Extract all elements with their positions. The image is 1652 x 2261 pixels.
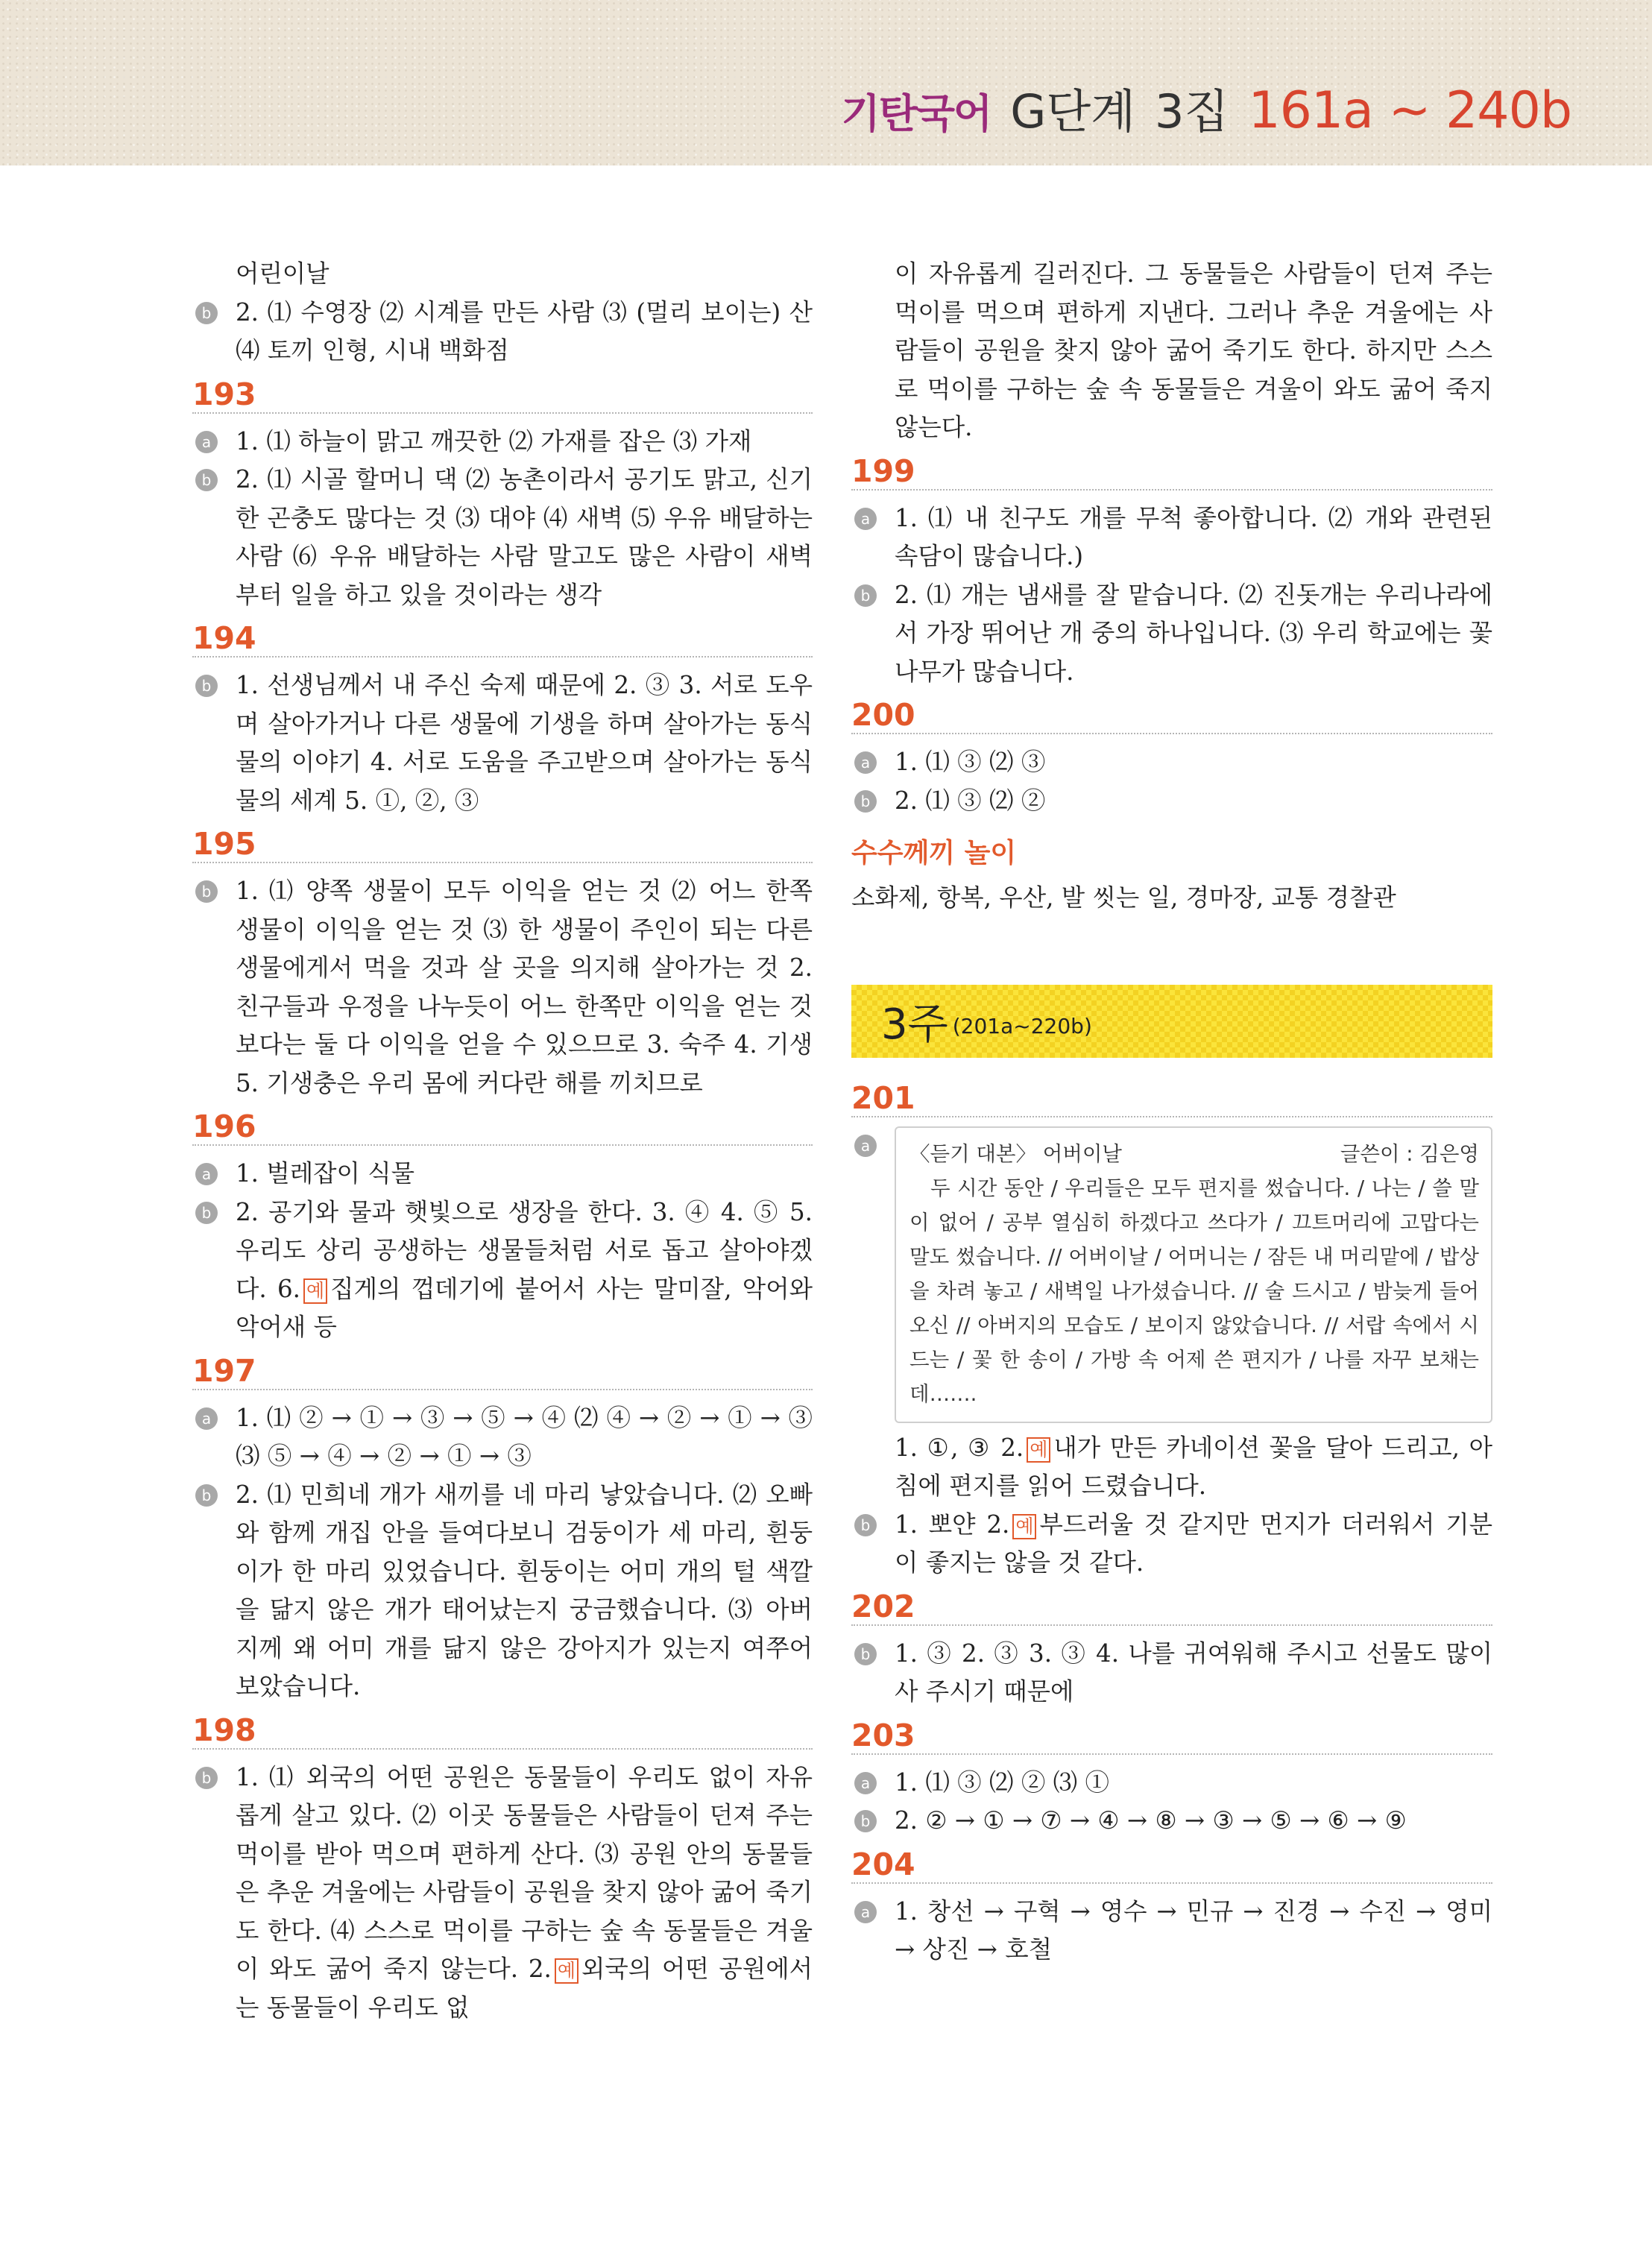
left-column <box>192 255 813 2027</box>
section-number: 203 <box>851 1712 1492 1755</box>
answer-item: a 1. 창선 → 구혁 → 영수 → 민규 → 진경 → 수진 → 영미 → 상진 → 호철 <box>851 1893 1492 1970</box>
b-icon: b <box>195 1767 218 1789</box>
answer-item: a 1. ⑴ ③ ⑵ ③ <box>851 743 1492 782</box>
answer-item: a 1. ⑴ ② → ① → ③ → ⑤ → ④ ⑵ ④ → ② → ① → ③ ⑶ ⑤ → ④ → ② → ① → ③ <box>192 1399 813 1476</box>
example-mark: 예 <box>1012 1514 1036 1539</box>
week-title: 3주 <box>881 1000 948 1049</box>
b-icon: b <box>854 1514 877 1536</box>
a-icon: a <box>195 431 218 453</box>
section-number: 193 <box>192 370 813 414</box>
script-author: 글쓴이 : 김은영 <box>1340 1141 1479 1166</box>
b-icon: b <box>195 880 218 903</box>
answer-item: a 1. ⑴ ③ ⑵ ② ⑶ ① <box>851 1764 1492 1803</box>
page-header <box>0 0 1652 165</box>
example-mark: 예 <box>303 1278 327 1304</box>
level-label: G단계 <box>1010 84 1136 139</box>
a-icon: a <box>195 1163 218 1185</box>
section-number: 201 <box>851 1074 1492 1117</box>
b-icon: b <box>854 1643 877 1665</box>
a-icon: a <box>854 1772 877 1794</box>
answer-item: b 2. 공기와 물과 햇빛으로 생장을 한다. 3. ④ 4. ⑤ 5. 우리도 상리 공생하는 생물들처럼 서로 돕고 살아야겠다. 6. 예 집게의 껍데기에 붙어서 사는 말미잘, 악어와 악어새 등 <box>192 1193 813 1347</box>
example-mark: 예 <box>555 1958 578 1984</box>
continued-text: 어린이날 <box>236 259 330 288</box>
b-icon: b <box>195 675 218 697</box>
script-label: 〈듣기 대본〉 어버이날 <box>909 1141 1123 1166</box>
section-number: 204 <box>851 1841 1492 1884</box>
b-icon: b <box>195 302 218 324</box>
right-column <box>851 255 1492 1970</box>
b-icon: b <box>195 1484 218 1507</box>
page-range: 161a ~ 240b <box>1248 81 1571 140</box>
b-icon: b <box>854 1810 877 1832</box>
answer-item: b 2. ⑴ ③ ⑵ ② <box>851 782 1492 821</box>
section-number: 200 <box>851 691 1492 734</box>
answer-item <box>851 1126 1492 1423</box>
answer-item: b 1. 선생님께서 내 주신 숙제 때문에 2. ③ 3. 서로 도우며 살아가거나 다른 생물에 기생을 하며 살아가는 동식물의 이야기 4. 서로 도움을 주고받으며 살아가는 동식물의 세계 5. ①, ②, ③ <box>192 666 813 820</box>
section-number: 202 <box>851 1583 1492 1626</box>
b-icon: b <box>854 584 877 607</box>
section-number: 199 <box>851 447 1492 491</box>
b-icon: b <box>195 1202 218 1224</box>
a-icon: a <box>854 751 877 774</box>
answer-item: b 2. ⑴ 민희네 개가 새끼를 네 마리 낳았습니다. ⑵ 오빠와 함께 개집 안을 들여다보니 검둥이가 세 마리, 흰둥이가 한 마리 있었습니다. 흰둥이는 어미 개의 털 색깔을 닮지 않은 개가 태어났는지 궁금했습니다. ⑶ 아버지께 왜 어미 개를 닮지 않은 강아지가 있는지 여쭈어 보았습니다. <box>192 1476 813 1706</box>
answer-item: b 1. ③ 2. ③ 3. ③ 4. 나를 귀여워해 주시고 선물도 많이 사 주시기 때문에 <box>851 1635 1492 1712</box>
answer-item: b 2. ⑴ 수영장 ⑵ 시계를 만든 사람 ⑶ (멀리 보이는) 산 ⑷ 토끼 인형, 시내 백화점 <box>192 294 813 370</box>
answer-item: 1. ①, ③ 2. 예 내가 만든 카네이션 꽃을 달아 드리고, 아침에 편지를 읽어 드렸습니다. <box>895 1433 1492 1500</box>
answer-item: b 1. ⑴ 양쪽 생물이 모두 이익을 얻는 것 ⑵ 어느 한쪽 생물이 이익을 얻는 것 ⑶ 한 생물이 주인이 되는 다른 생물에게서 먹을 것과 살 곳을 의지해 살아가는 것 2. 친구들과 우정을 나누듯이 어느 한쪽만 이익을 얻는 것보다는 둘 다 이익을 얻을 수 있으므로 3. 숙주 4. 기생 5. 기생충은 우리 몸에 커다란 해를 끼치므로 <box>192 872 813 1103</box>
listening-script <box>895 1126 1492 1423</box>
answer-item: a 1. 벌레잡이 식물 <box>192 1155 813 1193</box>
section-number: 197 <box>192 1347 813 1390</box>
volume-label: 3집 <box>1155 84 1229 139</box>
a-icon: a <box>854 1901 877 1923</box>
answer-item: b 2. ⑴ 개는 냄새를 잘 맡습니다. ⑵ 진돗개는 우리나라에서 가장 뛰어난 개 중의 하나입니다. ⑶ 우리 학교에는 꽃나무가 많습니다. <box>851 576 1492 692</box>
section-number: 198 <box>192 1706 813 1750</box>
b-icon: b <box>195 469 218 491</box>
section-number: 194 <box>192 614 813 658</box>
a-icon: a <box>854 1135 877 1157</box>
answer-item: b 2. ⑴ 시골 할머니 댁 ⑵ 농촌이라서 공기도 맑고, 신기한 곤충도 많다는 것 ⑶ 대야 ⑷ 새벽 ⑸ 우유 배달하는 사람 ⑹ 우유 배달하는 사람 말고도 많은 사람이 새벽부터 일을 하고 있을 것이라는 생각 <box>192 461 813 614</box>
example-mark: 예 <box>1027 1437 1050 1463</box>
answer-item: a 1. ⑴ 내 친구도 개를 무척 좋아합니다. ⑵ 개와 관련된 속담이 많습니다.) <box>851 499 1492 576</box>
week-range: (201a~220b) <box>952 1014 1092 1038</box>
answer-item: b 1. 뽀얀 2. 예 부드러울 것 같지만 먼지가 더러워서 기분이 좋지는 않을 것 같다. <box>851 1506 1492 1583</box>
riddle-answers: 소화제, 항복, 우산, 발 씻는 일, 경마장, 교통 경찰관 <box>851 883 1396 912</box>
a-icon: a <box>854 508 877 530</box>
b-icon: b <box>854 790 877 813</box>
section-number: 196 <box>192 1103 813 1146</box>
answer-item: a 1. ⑴ 하늘이 맑고 깨끗한 ⑵ 가재를 잡은 ⑶ 가재 <box>192 423 813 461</box>
answer-item: b 2. ② → ① → ⑦ → ④ → ⑧ → ③ → ⑤ → ⑥ → ⑨ <box>851 1802 1492 1841</box>
riddle-title: 수수께끼 놀이 <box>851 838 1017 868</box>
continued-text: 이 자유롭게 길러진다. 그 동물들은 사람들이 던져 주는 먹이를 먹으며 편하게 지낸다. 그러나 추운 겨울에는 사람들이 공원을 찾지 않아 굶어 죽기도 한다. 하지만 스스로 먹이를 구하는 숲 속 동물들은 겨울이 와도 굶어 죽지 않는다. <box>895 259 1492 441</box>
brand-logo: 기탄국어 <box>841 90 991 137</box>
header-title <box>842 75 1571 141</box>
script-body: 두 시간 동안 / 우리들은 모두 편지를 썼습니다. / 나는 / 쓸 말이 없어 / 공부 열심히 하겠다고 쓰다가 / 끄트머리에 고맙다는 말도 썼습니다. // 어버이날 / 어머니는 / 잠든 내 머리맡에 / 밥상을 차려 놓고 / 새벽일 나가셨습니다. // 술 드시고 / 밤늦게 들어오신 // 아버지의 모습도 / 보이지 않았습니다. // 서랍 속에서 시드는 / 꽃 한 송이 / 가방 속 어제 쓴 편지가 / 나를 자꾸 보채는데……. <box>909 1176 1479 1406</box>
section-number: 195 <box>192 820 813 863</box>
week-banner <box>851 985 1492 1058</box>
answer-item: b 1. ⑴ 외국의 어떤 공원은 동물들이 우리도 없이 자유롭게 살고 있다. ⑵ 이곳 동물들은 사람들이 던져 주는 먹이를 받아 먹으며 편하게 산다. ⑶ 공원 안의 동물들은 추운 겨울에는 사람들이 공원을 찾지 않아 굶어 죽기도 한다. ⑷ 스스로 먹이를 구하는 숲 속 동물들은 겨울이 와도 굶어 죽지 않는다. 2. 예 외국의 어떤 공원에서는 동물들이 우리도 없 <box>192 1759 813 2028</box>
a-icon: a <box>195 1407 218 1430</box>
